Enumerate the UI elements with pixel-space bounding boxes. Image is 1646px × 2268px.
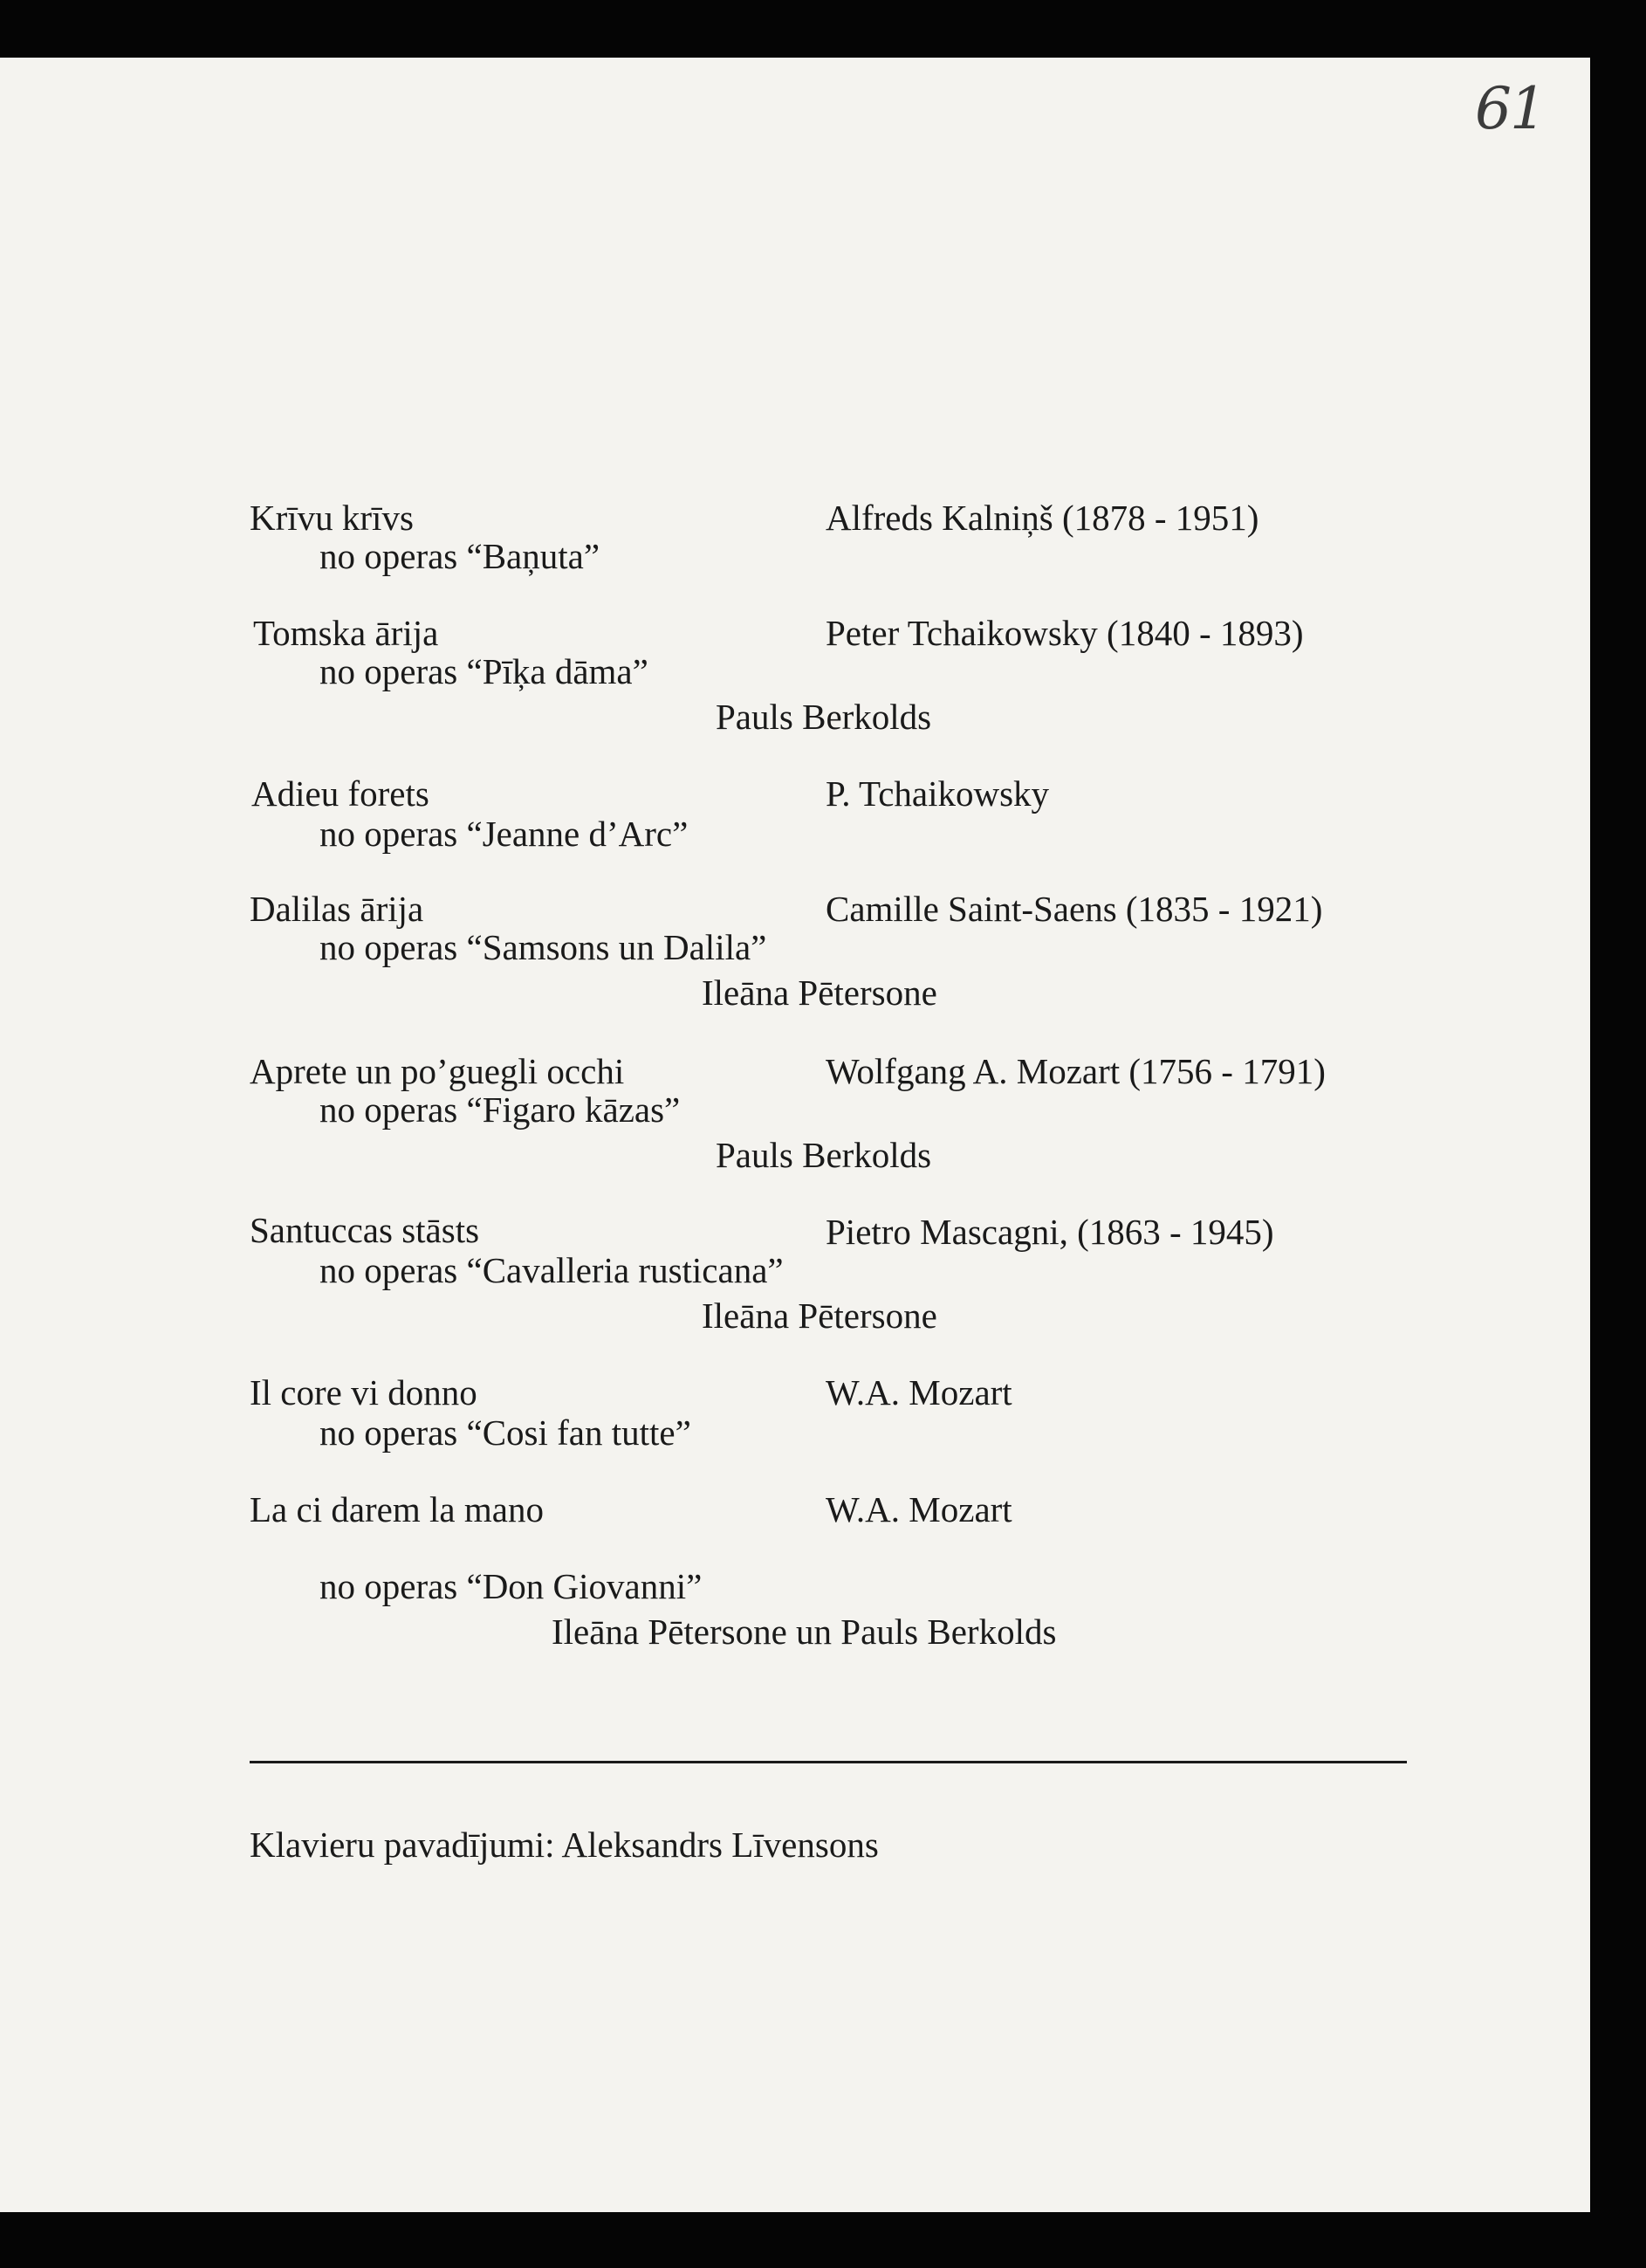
piece-source: no operas “Figaro kāzas” bbox=[319, 1089, 681, 1130]
piece-title: Krīvu krīvs bbox=[250, 498, 414, 538]
piece-composer: W.A. Mozart bbox=[826, 1372, 1012, 1412]
piece-composer: P. Tchaikowsky bbox=[826, 773, 1050, 814]
piece-performer: Pauls Berkolds bbox=[716, 697, 932, 737]
piece-title: La ci darem la mano bbox=[250, 1489, 544, 1529]
piece-title: Santuccas stāsts bbox=[250, 1210, 480, 1250]
piece-performer: Ileāna Pētersone un Pauls Berkolds bbox=[552, 1612, 1057, 1652]
piece-title: Adieu forets bbox=[251, 773, 429, 814]
piece-composer: W.A. Mozart bbox=[826, 1489, 1012, 1529]
piece-source: no operas “Samsons un Dalila” bbox=[319, 927, 767, 967]
piece-composer: Wolfgang A. Mozart (1756 - 1791) bbox=[826, 1051, 1326, 1091]
piece-performer: Ileāna Pētersone bbox=[702, 1296, 937, 1336]
piece-performer: Ileāna Pētersone bbox=[702, 972, 937, 1013]
piece-source: no operas “Don Giovanni” bbox=[319, 1566, 703, 1606]
piece-composer: Peter Tchaikowsky (1840 - 1893) bbox=[826, 613, 1304, 653]
piece-title: Dalilas ārija bbox=[250, 889, 424, 929]
piece-composer: Alfreds Kalniņš (1878 - 1951) bbox=[826, 498, 1259, 538]
piece-performer: Pauls Berkolds bbox=[716, 1135, 932, 1175]
piece-title: Tomska ārija bbox=[253, 613, 439, 653]
piece-composer: Pietro Mascagni, (1863 - 1945) bbox=[826, 1212, 1274, 1252]
piece-source: no operas “Baņuta” bbox=[319, 536, 600, 576]
program-page bbox=[0, 58, 1590, 2212]
piece-source: no operas “Jeanne d’Arc” bbox=[319, 814, 689, 854]
page-number: 61 bbox=[1475, 75, 1545, 142]
piece-source: no operas “Cosi fan tutte” bbox=[319, 1412, 691, 1453]
piece-source: no operas “Cavalleria rusticana” bbox=[319, 1250, 784, 1290]
piece-title: Aprete un po’guegli occhi bbox=[250, 1051, 625, 1091]
divider-rule bbox=[250, 1761, 1407, 1763]
piece-title: Il core vi donno bbox=[250, 1372, 477, 1412]
piece-composer: Camille Saint-Saens (1835 - 1921) bbox=[826, 889, 1323, 929]
piece-source: no operas “Pīķa dāma” bbox=[319, 651, 648, 691]
accompaniment-credit: Klavieru pavadījumi: Aleksandrs Līvensons bbox=[250, 1825, 879, 1865]
